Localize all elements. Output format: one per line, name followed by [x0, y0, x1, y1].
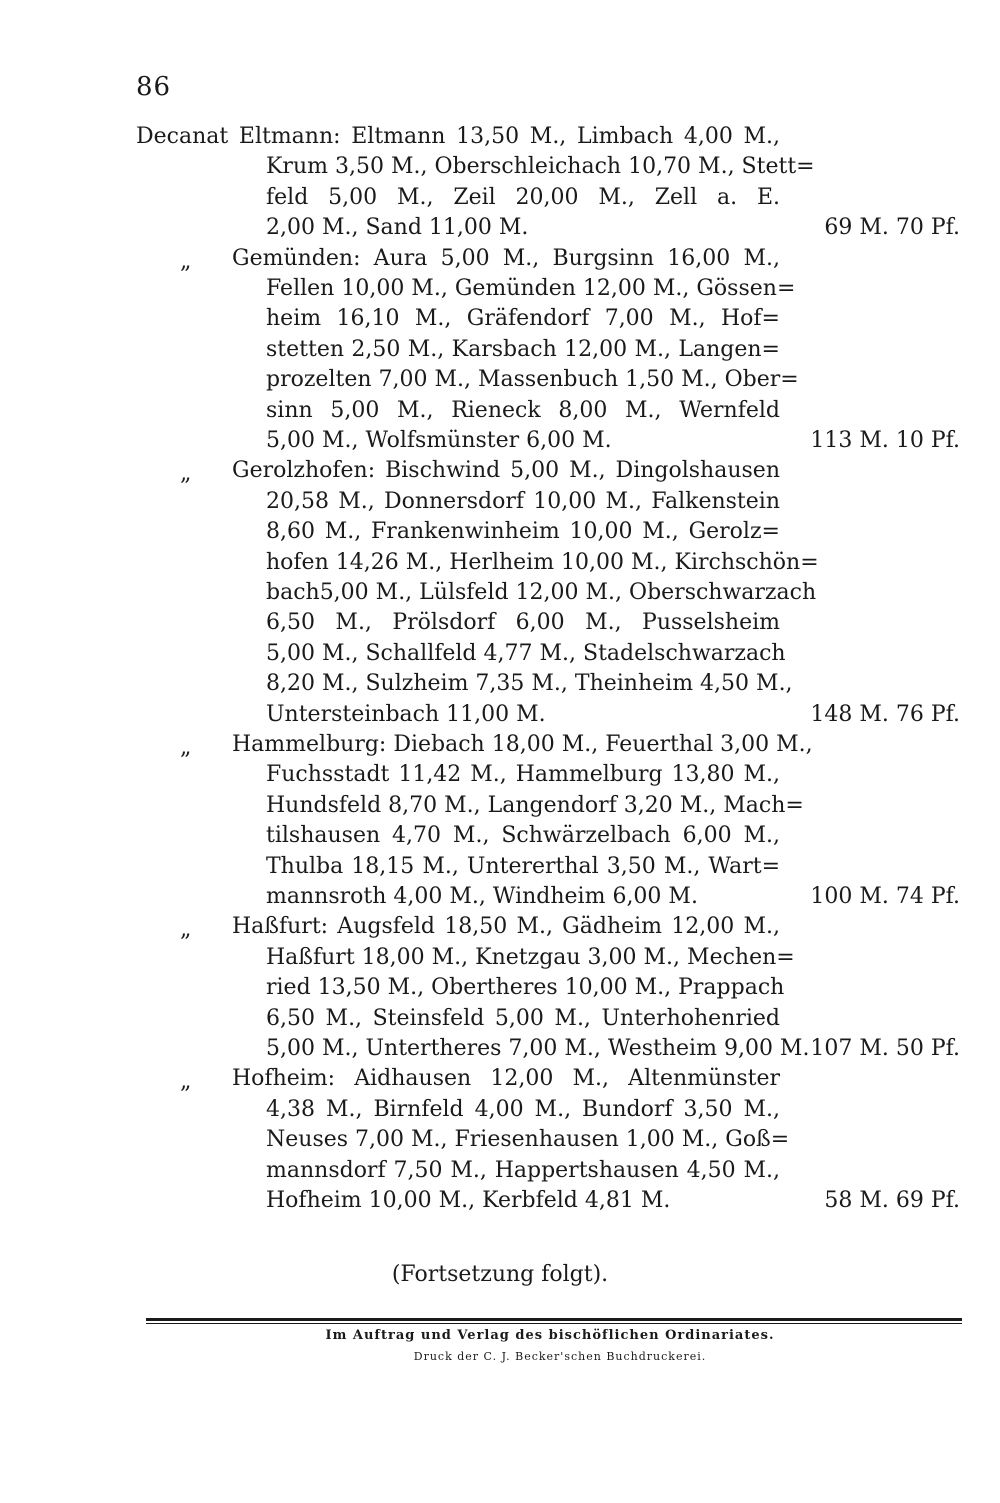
footer-rule-thick: [146, 1318, 962, 1321]
entry-amount: 58 M. 69 Pf.: [824, 1188, 960, 1213]
entry-line: ried 13,50 M., Obertheres 10,00 M., Prappach: [266, 975, 785, 1001]
entry-line: bach5,00 M., Lülsfeld 12,00 M., Oberschwarzach: [266, 580, 817, 605]
entry-line: 2,00 M., Sand 11,00 M.: [266, 215, 529, 241]
entry-line: prozelten 7,00 M., Massenbuch 1,50 M., Ober=: [266, 367, 799, 393]
entry-line: hofen 14,26 M., Herlheim 10,00 M., Kirchschön=: [266, 549, 819, 575]
entry-line: 6,50 M., Steinsfeld 5,00 M., Unterhohenried: [266, 1005, 780, 1031]
entry-line: Thulba 18,15 M., Untererthal 3,50 M., Wart=: [266, 853, 780, 879]
ditto-mark: „: [180, 248, 192, 274]
entry-line: Hammelburg: Diebach 18,00 M., Feuerthal 3,00 M.,: [232, 732, 813, 757]
entry-line: 5,00 M., Untertheres 7,00 M., Westheim 9,00 M.: [266, 1036, 810, 1061]
entry-line: 8,60 M., Frankenwinheim 10,00 M., Gerolz=: [266, 519, 780, 545]
entry-line: mannsdorf 7,50 M., Happertshausen 4,50 M.,: [266, 1157, 780, 1183]
entry-line: feld 5,00 M., Zeil 20,00 M., Zell a. E.: [266, 184, 780, 210]
entry-line: 5,00 M., Wolfsmünster 6,00 M.: [266, 428, 612, 453]
entry-line: tilshausen 4,70 M., Schwärzelbach 6,00 M.,: [266, 823, 780, 849]
entry-line: 20,58 M., Donnersdorf 10,00 M., Falkenstein: [266, 488, 780, 514]
entry-amount: 100 M. 74 Pf.: [810, 884, 960, 909]
entry-line: Haßfurt 18,00 M., Knetzgau 3,00 M., Mechen=: [266, 944, 795, 970]
entry-line: Gerolzhofen: Bischwind 5,00 M., Dingolshausen: [232, 458, 780, 484]
footer-rule-thin: [146, 1323, 962, 1324]
entry-line: mannsroth 4,00 M., Windheim 6,00 M.: [266, 884, 698, 909]
entry-amount: 69 M. 70 Pf.: [824, 215, 960, 241]
entry-line: 8,20 M., Sulzheim 7,35 M., Theinheim 4,50 M.,: [266, 671, 793, 697]
entry-line: Fellen 10,00 M., Gemünden 12,00 M., Gössen=: [266, 276, 796, 301]
entry-line: Neuses 7,00 M., Friesenhausen 1,00 M., Goß=: [266, 1127, 790, 1153]
imprint-printer: Druck der C. J. Becker'schen Buchdruckerei.: [413, 1350, 707, 1363]
entry-line: 5,00 M., Schallfeld 4,77 M., Stadelschwarzach: [266, 640, 786, 666]
continuation-note: (Fortsetzung folgt).: [391, 1262, 609, 1287]
page-number: 86: [136, 72, 172, 102]
ditto-mark: „: [180, 917, 192, 943]
imprint-publisher: Im Auftrag und Verlag des bischöflichen Ordinariates.: [325, 1328, 775, 1343]
entry-line: Haßfurt: Augsfeld 18,50 M., Gädheim 12,00 M.,: [232, 914, 780, 940]
ditto-mark: „: [180, 461, 192, 487]
ditto-mark: „: [180, 735, 192, 760]
entry-line: Decanat Eltmann: Eltmann 13,50 M., Limbach 4,00 M.,: [136, 124, 780, 149]
entry-line: Hundsfeld 8,70 M., Langendorf 3,20 M., Mach=: [266, 792, 804, 818]
entry-line: sinn 5,00 M., Rieneck 8,00 M., Wernfeld: [266, 397, 780, 423]
entry-line: 6,50 M., Prölsdorf 6,00 M., Pusselsheim: [266, 610, 780, 636]
entry-line: Hofheim 10,00 M., Kerbfeld 4,81 M.: [266, 1188, 671, 1213]
ditto-mark: „: [180, 1069, 192, 1095]
entry-line: Untersteinbach 11,00 M.: [266, 701, 546, 727]
entry-amount: 148 M. 76 Pf.: [810, 701, 960, 727]
entry-line: Krum 3,50 M., Oberschleichach 10,70 M., Stett=: [266, 154, 815, 180]
entry-line: Fuchsstadt 11,42 M., Hammelburg 13,80 M.,: [266, 762, 780, 788]
entry-line: heim 16,10 M., Gräfendorf 7,00 M., Hof=: [266, 306, 780, 332]
entry-line: Gemünden: Aura 5,00 M., Burgsinn 16,00 M.,: [232, 245, 780, 271]
entry-line: Hofheim: Aidhausen 12,00 M., Altenmünster: [232, 1066, 780, 1092]
entry-line: 4,38 M., Birnfeld 4,00 M., Bundorf 3,50 M.,: [266, 1096, 780, 1122]
entry-amount: 107 M. 50 Pf.: [810, 1036, 960, 1061]
entry-line: stetten 2,50 M., Karsbach 12,00 M., Langen=: [266, 336, 780, 362]
entry-amount: 113 M. 10 Pf.: [810, 428, 960, 453]
